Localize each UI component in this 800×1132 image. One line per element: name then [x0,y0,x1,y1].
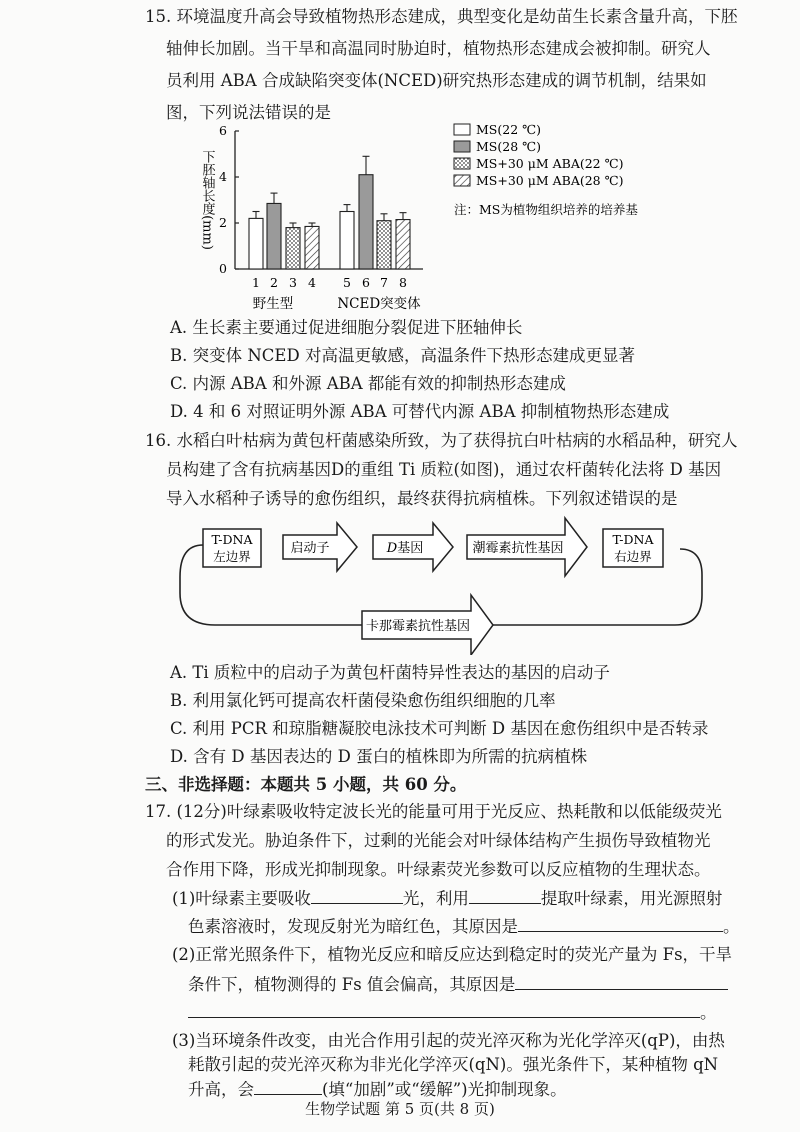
legend-label: MS+30 μM ABA(22 ℃) [476,156,624,171]
q15-option-d: D. 4 和 6 对照证明外源 ABA 可替代内源 ABA 抑制植物热形态建成 [170,402,670,421]
t-dna-left-label-1: T-DNA [211,532,253,547]
chart-note: 注：MS为植物组织培养的培养基 [454,202,638,217]
chart-legend [454,122,623,188]
section-3-heading: 三、非选择题：本题共 5 小题，共 60 分。 [145,775,467,794]
x-tick-label: 5 [343,275,351,290]
q17-part2-line1: (2)正常光照条件下，植物光反应和暗反应达到稳定时的荧光产量为 Fs，干旱 [172,945,733,964]
legend-swatch [454,158,470,169]
q15-line-1: 15. 环境温度升高会导致植物热形态建成，典型变化是幼苗生长素含量升高，下胚 [145,7,738,26]
chart-bars [249,156,410,290]
y-tick-label: 2 [219,215,227,230]
bar-5 [340,212,354,270]
bar-1 [249,218,263,269]
legend-swatch [454,141,470,152]
answer-blank-3[interactable] [518,915,723,932]
hygromycin-gene-label: 潮霉素抗性基因 [472,541,564,556]
promoter-label: 启动子 [290,541,330,556]
group-label-wildtype: 野生型 [252,296,294,312]
bar-7 [377,221,391,269]
y-tick-label: 4 [219,169,227,184]
q16-line-3: 导入水稻种子诱导的愈伤组织，最终获得抗病植株。下列叙述错误的是 [166,489,678,508]
q17-line-3: 合作用下降，形成光抑制现象。叶绿素荧光参数可以反应植物的生理状态。 [166,860,711,879]
legend-swatch [454,175,470,186]
q16-option-d: D. 含有 D 基因表达的 D 蛋白的植株即为所需的抗病植株 [170,747,588,766]
q15-option-b: B. 突变体 NCED 对高温更敏感，高温条件下热形态建成更显著 [170,346,635,365]
kanamycin-gene-label: 卡那霉素抗性基因 [365,619,471,634]
legend-swatch [454,124,470,135]
x-tick-label: 8 [399,275,407,290]
q16-option-b: B. 利用氯化钙可提高农杆菌侵染愈伤组织细胞的几率 [170,691,556,710]
q16-line-1: 16. 水稻白叶枯病为黄包杆菌感染所致，为了获得抗白叶枯病的水稻品种，研究人 [145,431,738,450]
bar-6 [359,175,373,269]
answer-blank-2[interactable] [469,887,541,904]
x-tick-label: 3 [289,275,297,290]
q16-line-2: 员构建了含有抗病基因D的重组 Ti 质粒(如图)，通过农杆菌转化法将 D 基因 [166,460,722,479]
q15-line-2: 轴伸长加剧。当干旱和高温同时胁迫时，植物热形态建成会被抑制。研究人 [166,39,711,58]
q17-part1-line2: 色素溶液时，发现反射光为暗红色，其原因是 。 [188,917,740,936]
q15-option-a: A. 生长素主要通过促进细胞分裂促进下胚轴伸长 [170,318,523,337]
answer-blank-6[interactable] [254,1078,322,1095]
d-gene-label: D基因 [386,541,424,556]
bar-4 [305,226,319,269]
chart-ylabel: 下胚轴长度(mm) [199,150,215,250]
q15-option-c: C. 内源 ABA 和外源 ABA 都能有效的抑制热形态建成 [170,374,566,393]
q17-part2-line2: 条件下，植物测得的 Fs 值会偏高，其原因是 [188,973,728,996]
bar-2 [267,203,281,269]
legend-label: MS(22 ℃) [476,122,541,137]
q17-part3-line3: 升高，会 (填“加剧”或“缓解”)光抑制现象。 [188,1080,567,1099]
bar-8 [396,220,410,269]
q16-option-c: C. 利用 PCR 和琼脂糖凝胶电泳技术可判断 D 基因在愈伤组织中是否转录 [170,719,709,738]
plasmid-backbone-right [493,549,702,625]
t-dna-left-label-2: 左边界 [213,549,251,564]
bar-3 [286,228,300,269]
legend-label: MS(28 ℃) [476,139,541,154]
q17-part3-line1: (3)当环境条件改变，由光合作用引起的荧光淬灭称为光化学淬灭(qP)，由热 [172,1031,725,1050]
x-tick-label: 1 [252,275,260,290]
q16-option-a: A. Ti 质粒中的启动子为黄包杆菌特异性表达的基因的启动子 [170,663,610,682]
t-dna-right-label-2: 右边界 [614,549,652,564]
q15-line-4: 图，下列说法错误的是 [166,103,331,122]
x-tick-label: 2 [270,275,278,290]
y-tick-label: 0 [219,261,227,276]
answer-blank-5[interactable] [188,1001,700,1018]
answer-blank-4[interactable] [515,973,728,990]
q15-line-3: 员利用 ABA 合成缺陷突变体(NCED)研究热形态建成的调节机制，结果如 [166,71,707,90]
x-tick-label: 7 [380,275,388,290]
group-label-nced: NCED突变体 [337,296,421,312]
q17-part3-line2: 耗散引起的荧光淬灭称为非光化学淬灭(qN)。强光条件下，某种植物 qN [188,1055,719,1074]
y-tick-label: 6 [219,123,227,138]
q17-line-1: 17. (12分)叶绿素吸收特定波长光的能量可用于光反应、热耗散和以低能级荧光 [145,802,722,821]
page-footer: 生物学试题 第 5 页(共 8 页) [305,1100,495,1118]
q17-line-2: 的形式发光。胁迫条件下，过剩的光能会对叶绿体结构产生损伤导致植物光 [166,831,711,850]
legend-label: MS+30 μM ABA(28 ℃) [476,173,624,188]
bar-chart [195,118,665,318]
q17-part2-line3: 。 [188,1001,717,1024]
x-tick-label: 6 [362,275,370,290]
plasmid-diagram [175,515,715,655]
answer-blank-1[interactable] [311,887,403,904]
x-tick-label: 4 [308,275,316,290]
q17-part1-line1: (1)叶绿素主要吸收 光，利用 提取叶绿素，用光源照射 [172,889,723,908]
t-dna-right-label-1: T-DNA [612,532,654,547]
